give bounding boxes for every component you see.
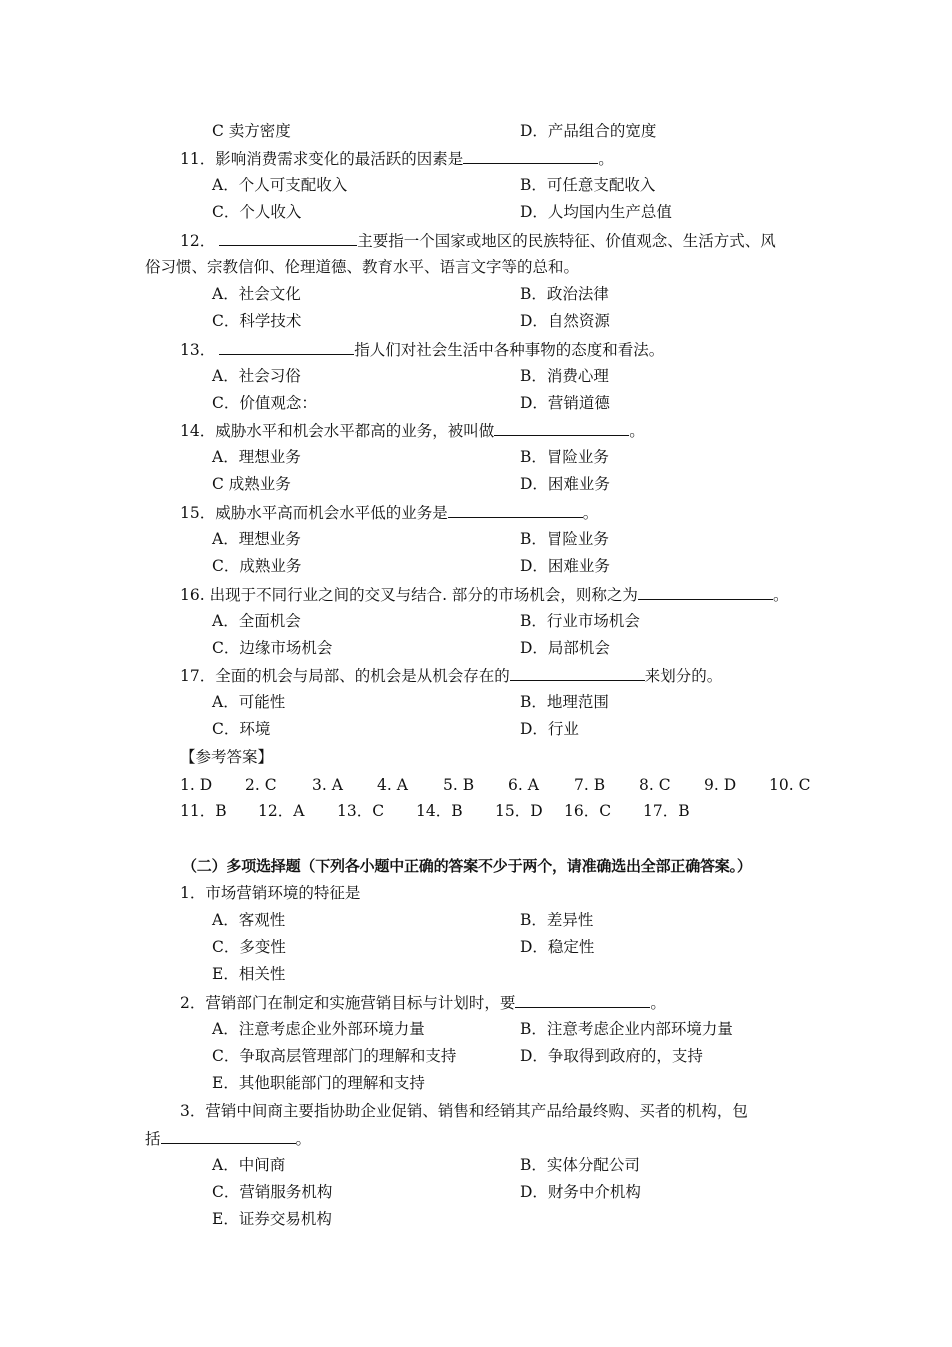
multi-option-1e: E．相关性 — [212, 965, 286, 983]
question-16-stem: 16. 出现于不同行业之间的交叉与结合. 部分的市场机会，则称之为 。 — [180, 586, 789, 604]
option-14d: D．困难业务 — [520, 475, 610, 493]
answer-blank — [515, 992, 650, 1008]
multi-option-1b: B．差异性 — [520, 911, 594, 929]
question-12-stem-cont: 俗习惯、宗教信仰、伦理道德、教育水平、语言文字等的总和。 — [145, 258, 580, 276]
section-title: （二）多项选择题（下列各小题中正确的答案不少于两个，请准确选出全部正确答案。） — [182, 857, 752, 875]
option-10d: D．产品组合的宽度 — [520, 122, 657, 140]
answer-item: 3. A — [312, 776, 343, 794]
answer-blank — [219, 230, 357, 246]
answer-heading: 【参考答案】 — [180, 748, 274, 766]
question-14-stem: 14．威胁水平和机会水平都高的业务，被叫做 。 — [180, 422, 645, 440]
answer-item: 11．B — [180, 802, 227, 820]
option-16a: A．全面机会 — [212, 612, 301, 630]
option-16c: C．边缘市场机会 — [212, 639, 333, 657]
answer-item: 10. C — [769, 776, 811, 794]
answer-item: 14．B — [416, 802, 463, 820]
option-12b: B．政治法律 — [520, 285, 609, 303]
question-12-stem: 12． 主要指一个国家或地区的民族特征、价值观念、生活方式、风 — [180, 232, 776, 250]
answer-blank — [463, 148, 598, 164]
option-16b: B．行业市场机会 — [520, 612, 640, 630]
multi-option-1d: D．稳定性 — [520, 938, 595, 956]
multi-question-1-stem: 1．市场营销环境的特征是 — [180, 884, 361, 902]
answer-item: 6. A — [508, 776, 539, 794]
option-15b: B．冒险业务 — [520, 530, 609, 548]
answer-item: 15．D — [495, 802, 543, 820]
option-17b: B．地理范围 — [520, 693, 609, 711]
option-12a: A．社会文化 — [212, 285, 301, 303]
question-11-stem: 11．影响消费需求变化的最活跃的因素是 。 — [180, 150, 614, 168]
option-11b: B．可任意支配收入 — [520, 176, 656, 194]
option-11c: C．个人收入 — [212, 203, 302, 221]
answer-item: 8. C — [639, 776, 671, 794]
multi-option-3b: B．实体分配公司 — [520, 1156, 640, 1174]
answer-blank — [448, 502, 583, 518]
answer-blank — [494, 420, 629, 436]
multi-question-3-stem-cont: 括 。 — [145, 1130, 312, 1148]
multi-option-3e: E．证券交易机构 — [212, 1210, 332, 1228]
option-14c: C 成熟业务 — [212, 475, 291, 493]
multi-option-2d: D．争取得到政府的，支持 — [520, 1047, 703, 1065]
answer-item: 12．A — [258, 802, 305, 820]
answer-blank — [219, 339, 354, 355]
option-15a: A．理想业务 — [212, 530, 301, 548]
multi-option-3d: D．财务中介机构 — [520, 1183, 641, 1201]
option-14a: A．理想业务 — [212, 448, 301, 466]
option-13b: B．消费心理 — [520, 367, 609, 385]
multi-option-3c: C．营销服务机构 — [212, 1183, 333, 1201]
answer-item: 9. D — [704, 776, 737, 794]
question-13-stem: 13． 指人们对社会生活中各种事物的态度和看法。 — [180, 341, 665, 359]
answer-item: 2. C — [245, 776, 277, 794]
option-10c: C 卖方密度 — [212, 122, 291, 140]
multi-question-2-stem: 2．营销部门在制定和实施营销目标与计划时，要 。 — [180, 994, 666, 1012]
option-15c: C．成熟业务 — [212, 557, 302, 575]
option-12d: D．自然资源 — [520, 312, 610, 330]
answer-blank — [510, 665, 645, 681]
multi-option-2c: C．争取高层管理部门的理解和支持 — [212, 1047, 457, 1065]
answer-blank — [638, 584, 773, 600]
option-15d: D．困难业务 — [520, 557, 610, 575]
option-13c: C．价值观念： — [212, 394, 317, 412]
answer-item: 4. A — [377, 776, 408, 794]
multi-option-2e: E．其他职能部门的理解和支持 — [212, 1074, 425, 1092]
question-17-stem: 17．全面的机会与局部、的机会是从机会存在的 来划分的。 — [180, 667, 723, 685]
multi-question-3-stem: 3．营销中间商主要指协助企业促销、销售和经销其产品给最终购、买者的机构，包 — [180, 1102, 748, 1120]
multi-option-1c: C．多变性 — [212, 938, 286, 956]
question-15-stem: 15．威胁水平高而机会水平低的业务是 。 — [180, 504, 599, 522]
option-17c: C．环境 — [212, 720, 271, 738]
multi-option-2a: A．注意考虑企业外部环境力量 — [212, 1020, 425, 1038]
answer-item: 17．B — [643, 802, 690, 820]
option-12c: C．科学技术 — [212, 312, 302, 330]
answer-blank — [161, 1128, 296, 1144]
option-16d: D．局部机会 — [520, 639, 610, 657]
option-13d: D．营销道德 — [520, 394, 610, 412]
multi-option-1a: A．客观性 — [212, 911, 286, 929]
option-17a: A．可能性 — [212, 693, 286, 711]
option-14b: B．冒险业务 — [520, 448, 609, 466]
answer-item: 1. D — [180, 776, 213, 794]
multi-option-2b: B．注意考虑企业内部环境力量 — [520, 1020, 733, 1038]
multi-option-3a: A．中间商 — [212, 1156, 286, 1174]
answer-item: 5. B — [443, 776, 475, 794]
option-17d: D．行业 — [520, 720, 579, 738]
answer-item: 16．C — [564, 802, 612, 820]
answer-item: 13．C — [337, 802, 385, 820]
option-11a: A．个人可支配收入 — [212, 176, 348, 194]
option-13a: A．社会习俗 — [212, 367, 301, 385]
option-11d: D．人均国内生产总值 — [520, 203, 672, 221]
answer-item: 7. B — [574, 776, 606, 794]
